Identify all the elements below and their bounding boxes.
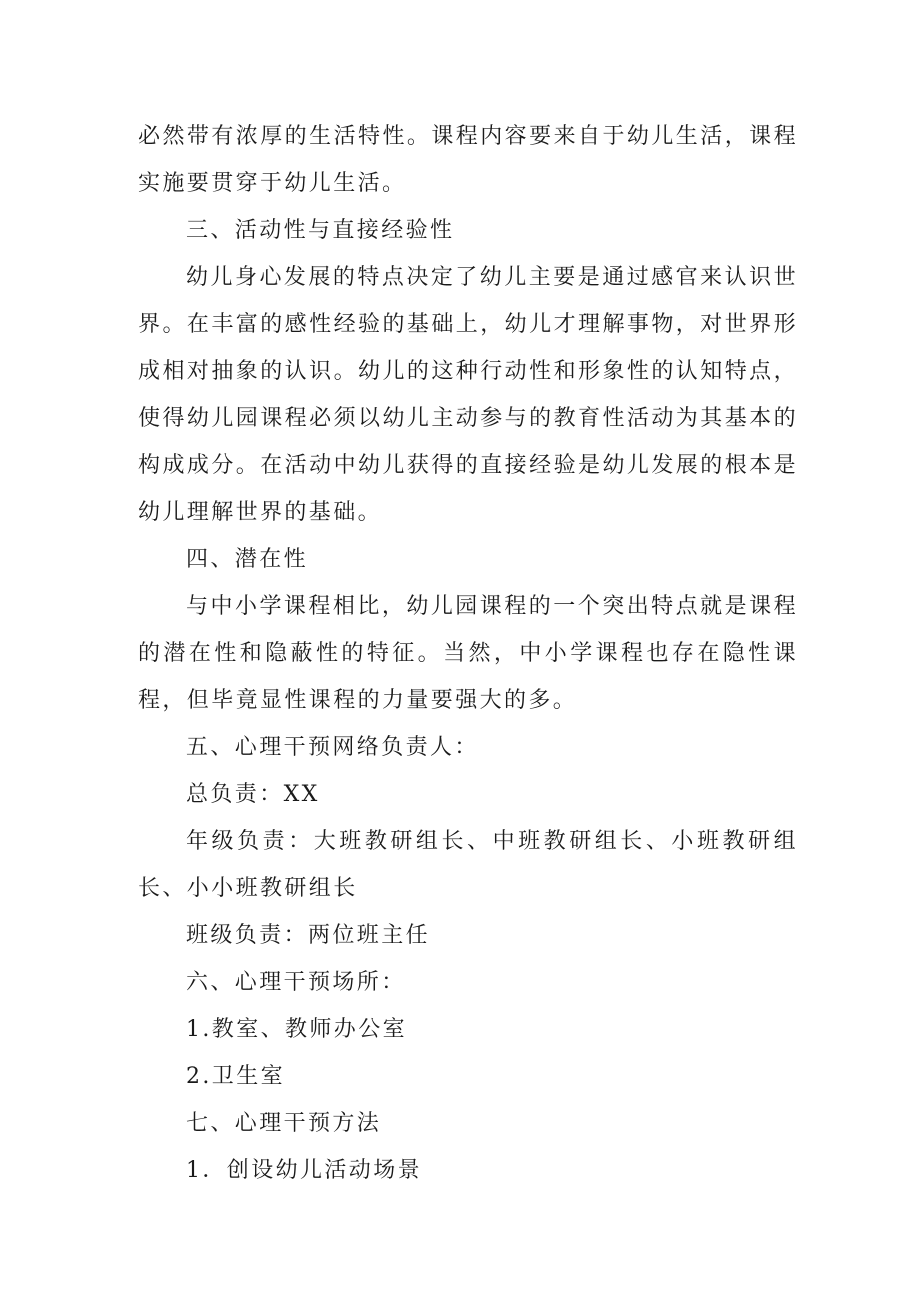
venue-item-1: 1.教室、教师办公室 bbox=[186, 1017, 407, 1042]
section-heading-3: 三、活动性与直接经验性 bbox=[186, 218, 455, 243]
document-body bbox=[138, 113, 798, 1194]
section-heading-7: 七、心理干预方法 bbox=[186, 1111, 382, 1136]
method-item-1: 1．创设幼儿活动场景 bbox=[186, 1158, 422, 1183]
paragraph-latent: 与中小学课程相比，幼儿园课程的一个突出特点就是课程的潜在性和隐蔽性的特征。当然，中小学课程也存在隐性课程，但毕竟显性课程的力量要强大的多。 bbox=[138, 594, 798, 713]
general-lead-line: 总负责：XX bbox=[186, 782, 320, 807]
section-heading-4: 四、潜在性 bbox=[186, 547, 309, 572]
paragraph-activity: 幼儿身心发展的特点决定了幼儿主要是通过感官来认识世界。在丰富的感性经验的基础上，幼儿才理解事物，对世界形成相对抽象的认识。幼儿的这种行动性和形象性的认知特点，使得幼儿园课程必须以幼儿主动参与的教育性活动为其基本的构成成分。在活动中幼儿获得的直接经验是幼儿发展的根本是幼儿理解世界的基础。 bbox=[138, 265, 798, 525]
section-heading-6: 六、心理干预场所： bbox=[186, 970, 406, 995]
paragraph-continuation: 必然带有浓厚的生活特性。课程内容要来自于幼儿生活，课程实施要贯穿于幼儿生活。 bbox=[138, 124, 798, 196]
section-heading-5: 五、心理干预网络负责人： bbox=[186, 735, 479, 760]
class-lead-line: 班级负责：两位班主任 bbox=[186, 923, 431, 948]
venue-item-2: 2.卫生室 bbox=[186, 1064, 285, 1089]
grade-lead-line: 年级负责：大班教研组长、中班教研组长、小班教研组长、小小班教研组长 bbox=[138, 829, 798, 901]
